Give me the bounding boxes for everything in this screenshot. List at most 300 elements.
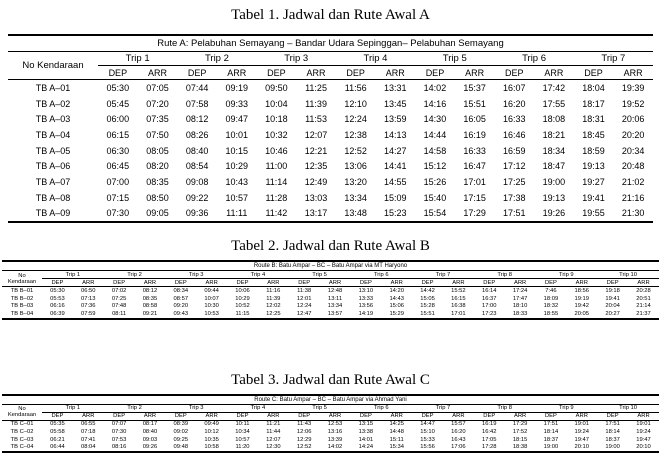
time-cell: 11:44 (266, 428, 281, 435)
time-cell: 05:30 (106, 82, 130, 93)
dep-header: DEP (177, 66, 217, 80)
table-row (8, 190, 653, 206)
dep-header: DEP (597, 412, 628, 420)
table-row (2, 302, 659, 310)
arr-header: ARR (320, 279, 351, 287)
time-cell: 15:51 (463, 98, 486, 109)
time-cell: 10:32 (265, 129, 288, 140)
time-cell: 14:44 (423, 129, 447, 140)
time-cell: 15:51 (420, 310, 435, 317)
time-cell: 18:34 (542, 145, 566, 156)
time-cell: 13:20 (344, 176, 367, 187)
time-cell: 18:17 (582, 98, 605, 109)
time-cell: 17:38 (502, 192, 526, 203)
dep-header: DEP (597, 279, 628, 287)
vehicle-cell: TB C–01 (10, 421, 34, 428)
trip-header: Trip 2 (177, 52, 256, 66)
time-cell: 11:43 (297, 421, 312, 428)
time-cell: 18:45 (582, 129, 605, 140)
time-cell: 19:24 (636, 428, 651, 435)
time-cell: 13:31 (384, 82, 407, 93)
table-row (8, 174, 653, 190)
dep-header: DEP (412, 279, 443, 287)
time-cell: 17:51 (605, 421, 620, 428)
time-cell: 19:01 (636, 421, 651, 428)
trip-header: Trip 8 (474, 404, 536, 412)
time-cell: 19:13 (582, 161, 605, 172)
time-cell: 11:11 (226, 208, 248, 219)
time-cell: 18:37 (543, 436, 559, 443)
time-cell: 14:01 (358, 436, 374, 443)
table1-title: Tabel 1. Jadwal dan Rute Awal A (231, 7, 430, 23)
time-cell: 12:30 (266, 444, 281, 451)
time-cell: 14:48 (389, 428, 404, 435)
time-cell: 19:00 (542, 176, 566, 187)
time-cell: 16:20 (502, 98, 526, 109)
time-cell: 18:10 (512, 303, 528, 310)
time-cell: 09:20 (173, 303, 189, 310)
time-cell: 15:05 (420, 295, 435, 302)
time-cell: 15:40 (423, 192, 447, 203)
vehicle-cell: TB B–03 (10, 303, 34, 310)
time-cell: 18:59 (582, 145, 605, 156)
arr-header: ARR (258, 412, 289, 420)
trip-header: Trip 1 (98, 52, 177, 66)
vehicle-cell: TB A–01 (35, 82, 71, 93)
time-cell: 10:29 (235, 295, 250, 302)
time-cell: 19:00 (543, 444, 559, 451)
time-cell: 10:43 (225, 176, 248, 187)
trip-header-row (8, 52, 653, 66)
time-cell: 17:23 (481, 310, 497, 317)
time-cell: 19:42 (574, 303, 590, 310)
time-cell: 16:07 (502, 82, 526, 93)
time-cell: 17:24 (512, 287, 528, 294)
arr-header: ARR (320, 412, 351, 420)
arr-header: ARR (443, 412, 474, 420)
arr-header: ARR (443, 279, 474, 287)
time-cell: 17:42 (542, 82, 566, 93)
time-cell: 18:14 (605, 428, 620, 435)
time-cell: 19:39 (621, 82, 645, 93)
time-cell: 21:30 (621, 208, 645, 219)
time-cell: 18:56 (574, 287, 590, 294)
time-cell: 18:08 (542, 114, 566, 125)
time-cell: 12:35 (304, 161, 328, 172)
time-cell: 15:37 (463, 82, 486, 93)
time-cell: 09:26 (142, 444, 158, 451)
time-cell: 17:29 (463, 208, 486, 219)
vehicle-column-header: No Kendaraan (2, 404, 42, 420)
trip-header: Trip 7 (412, 271, 474, 279)
time-cell: 05:58 (50, 428, 65, 435)
vehicle-column-header: No Kendaraan (8, 52, 98, 80)
dep-header: DEP (494, 66, 534, 80)
time-cell: 05:45 (106, 98, 130, 109)
time-cell: 21:16 (621, 192, 645, 203)
time-cell: 09:44 (204, 287, 219, 294)
time-cell: 13:06 (344, 161, 367, 172)
time-cell: 18:15 (512, 436, 528, 443)
time-cell: 16:38 (451, 303, 466, 310)
time-cell: 16:19 (463, 129, 486, 140)
arr-header: ARR (628, 412, 659, 420)
time-cell: 18:47 (542, 161, 566, 172)
time-cell: 17:01 (463, 176, 486, 187)
time-cell: 12:07 (304, 129, 328, 140)
vehicle-cell: TB A–06 (35, 161, 71, 172)
time-cell: 16:19 (481, 421, 497, 428)
arr-header: ARR (135, 412, 166, 420)
dep-header: DEP (227, 279, 258, 287)
time-cell: 11:20 (235, 444, 250, 451)
time-cell: 15:57 (451, 421, 466, 428)
time-cell: 20:34 (621, 145, 645, 156)
dep-header: DEP (415, 66, 455, 80)
table1-schedule-route-a (8, 34, 653, 223)
time-cell: 18:37 (605, 436, 620, 443)
table-row (2, 310, 659, 319)
time-cell: 14:42 (420, 287, 435, 294)
dep-header: DEP (98, 66, 138, 80)
time-cell: 11:21 (266, 421, 281, 428)
time-cell: 19:41 (605, 295, 620, 302)
time-cell: 07:30 (111, 428, 127, 435)
time-cell: 11:00 (265, 161, 288, 172)
time-cell: 19:18 (605, 287, 620, 294)
time-cell: 12:48 (327, 287, 343, 294)
time-cell: 14:55 (384, 176, 407, 187)
time-cell: 19:52 (621, 98, 645, 109)
time-cell: 05:53 (50, 295, 65, 302)
time-cell: 09:03 (142, 436, 158, 443)
time-cell: 19:27 (582, 176, 605, 187)
time-cell: 12:10 (344, 98, 367, 109)
time-cell: 10:53 (204, 310, 219, 317)
time-cell: 12:21 (304, 145, 328, 156)
time-cell: 19:13 (542, 192, 566, 203)
time-cell: 17:06 (451, 444, 466, 451)
time-cell: 07:20 (146, 98, 169, 109)
trip-header: Trip 4 (227, 404, 289, 412)
time-cell: 08:12 (185, 114, 209, 125)
time-cell: 14:27 (384, 145, 407, 156)
time-cell: 14:47 (420, 421, 435, 428)
trip-header: Trip 4 (336, 52, 415, 66)
vehicle-cell: TB C–02 (10, 428, 34, 435)
time-cell: 13:17 (304, 208, 328, 219)
time-cell: 20:10 (636, 444, 651, 451)
time-cell: 18:09 (543, 295, 559, 302)
time-cell: 13:45 (384, 98, 407, 109)
time-cell: 16:37 (481, 295, 497, 302)
time-cell: 20:10 (574, 444, 590, 451)
time-cell: 10:46 (265, 145, 288, 156)
time-cell: 09:02 (173, 428, 189, 435)
vehicle-cell: TB C–04 (10, 444, 34, 451)
time-cell: 10:35 (204, 436, 219, 443)
time-cell: 16:20 (451, 428, 466, 435)
time-cell: 19:26 (542, 208, 566, 219)
time-cell: 17:25 (502, 176, 526, 187)
dep-header: DEP (104, 279, 135, 287)
arr-header: ARR (258, 279, 289, 287)
time-cell: 05:30 (50, 287, 65, 294)
arr-header: ARR (381, 412, 412, 420)
table-row (2, 420, 659, 428)
vehicle-cell: TB A–02 (35, 98, 71, 109)
time-cell: 15:29 (389, 310, 404, 317)
trip-header-row (2, 271, 659, 279)
dep-arr-header-row (2, 279, 659, 287)
time-cell: 10:58 (204, 444, 219, 451)
time-cell: 15:09 (384, 192, 407, 203)
time-cell: 14:24 (358, 444, 374, 451)
time-cell: 12:52 (344, 145, 367, 156)
time-cell: 19:41 (582, 192, 605, 203)
dep-header: DEP (42, 279, 73, 287)
time-cell: 20:04 (605, 303, 620, 310)
vehicle-cell: TB C–03 (10, 436, 34, 443)
table-row (8, 143, 653, 159)
time-cell: 08:35 (142, 295, 158, 302)
arr-header: ARR (566, 412, 597, 420)
time-cell: 09:22 (185, 192, 209, 203)
time-cell: 12:01 (296, 295, 312, 302)
time-cell: 14:16 (423, 98, 447, 109)
time-cell: 10:18 (265, 114, 288, 125)
time-cell: 07:05 (146, 82, 169, 93)
time-cell: 10:29 (225, 161, 248, 172)
time-cell: 19:19 (574, 295, 590, 302)
vehicle-cell: TB B–04 (10, 310, 34, 317)
trip-header: Trip 7 (412, 404, 474, 412)
time-cell: 10:52 (235, 303, 250, 310)
time-cell: 08:40 (185, 145, 209, 156)
time-cell: 19:47 (636, 436, 651, 443)
time-cell: 15:10 (420, 428, 435, 435)
time-cell: 09:25 (173, 436, 189, 443)
time-cell: 09:48 (173, 444, 189, 451)
time-cell: 14:20 (389, 287, 404, 294)
time-cell: 08:40 (142, 428, 158, 435)
trip-header: Trip 8 (474, 271, 536, 279)
trip-header: Trip 5 (415, 52, 494, 66)
time-cell: 09:49 (204, 421, 219, 428)
time-cell: 21:37 (636, 310, 651, 317)
time-cell: 17:51 (502, 208, 526, 219)
time-cell: 20:05 (574, 310, 590, 317)
time-cell: 18:33 (512, 310, 528, 317)
time-cell: 08:54 (185, 161, 209, 172)
time-cell: 08:12 (142, 287, 158, 294)
dep-header: DEP (350, 279, 381, 287)
time-cell: 16:43 (451, 436, 466, 443)
time-cell: 08:35 (146, 176, 169, 187)
time-cell: 10:30 (204, 303, 219, 310)
time-cell: 10:12 (204, 428, 219, 435)
table-row (2, 428, 659, 436)
trip-header: Trip 4 (227, 271, 289, 279)
time-cell: 15:06 (389, 303, 404, 310)
time-cell: 10:34 (235, 428, 250, 435)
arr-header: ARR (196, 279, 227, 287)
arr-header: ARR (505, 279, 536, 287)
table-row (2, 287, 659, 295)
time-cell: 18:32 (543, 303, 559, 310)
arr-header: ARR (73, 412, 104, 420)
time-cell: 17:47 (512, 295, 528, 302)
time-cell: 08:05 (146, 145, 169, 156)
arr-header: ARR (613, 66, 653, 80)
trip-header: Trip 5 (289, 404, 351, 412)
time-cell: 09:36 (185, 208, 209, 219)
time-cell: 07:53 (111, 436, 127, 443)
time-cell: 16:47 (463, 161, 486, 172)
time-cell: 14:19 (358, 310, 374, 317)
time-cell: 21:02 (621, 176, 645, 187)
time-cell: 13:38 (358, 428, 374, 435)
time-cell: 09:47 (225, 114, 248, 125)
time-cell: 17:00 (481, 303, 497, 310)
time-cell: 08:50 (146, 192, 169, 203)
time-cell: 12:38 (344, 129, 367, 140)
route-header: Rute A: Pelabuhan Semayang – Bandar Udara Sepinggan– Pelabuhan Semayang (8, 35, 653, 52)
time-cell: 15:11 (389, 436, 404, 443)
trip-header: Trip 2 (104, 271, 166, 279)
time-cell: 17:05 (481, 436, 497, 443)
time-cell: 06:15 (106, 129, 130, 140)
time-cell: 12:29 (296, 436, 312, 443)
table-row (8, 158, 653, 174)
trip-header: Trip 6 (350, 404, 412, 412)
time-cell: 18:38 (512, 444, 528, 451)
time-cell: 06:55 (81, 421, 96, 428)
arr-header: ARR (296, 66, 336, 80)
time-cell: 15:56 (420, 444, 435, 451)
time-cell: 11:39 (305, 98, 327, 109)
time-cell: 20:20 (621, 129, 645, 140)
dep-header: DEP (289, 279, 320, 287)
time-cell: 08:39 (173, 421, 189, 428)
time-cell: 06:45 (106, 161, 130, 172)
time-cell: 13:56 (358, 303, 374, 310)
time-cell: 13:48 (344, 208, 367, 219)
time-cell: 09:50 (265, 82, 288, 93)
time-cell: 13:34 (344, 192, 367, 203)
time-cell: 07:36 (81, 303, 96, 310)
trip-header: Trip 6 (350, 271, 412, 279)
dep-header: DEP (257, 66, 297, 80)
time-cell: 16:59 (502, 145, 526, 156)
route-header-row (8, 35, 653, 52)
time-cell: 07:44 (185, 82, 209, 93)
table-row (2, 443, 659, 452)
dep-arr-header-row (8, 66, 653, 80)
time-cell: 19:01 (574, 421, 590, 428)
time-cell: 16:05 (463, 114, 486, 125)
dep-header: DEP (474, 412, 505, 420)
time-cell: 19:47 (574, 436, 590, 443)
time-cell: 20:51 (636, 295, 651, 302)
time-cell: 10:57 (235, 436, 250, 443)
table2-schedule-route-b (2, 260, 659, 319)
time-cell: 16:46 (502, 129, 526, 140)
time-cell: 11:15 (235, 310, 250, 317)
time-cell: 07:48 (111, 303, 127, 310)
time-cell: 19:55 (582, 208, 605, 219)
time-cell: 07:58 (185, 98, 209, 109)
time-cell: 13:15 (358, 421, 374, 428)
dep-header: DEP (227, 412, 258, 420)
dep-header: DEP (104, 412, 135, 420)
dep-header: DEP (412, 412, 443, 420)
time-cell: 12:52 (296, 444, 312, 451)
dep-header: DEP (42, 412, 73, 420)
vehicle-cell: TB B–02 (10, 295, 34, 302)
table-row (8, 206, 653, 223)
time-cell: 14:02 (327, 444, 343, 451)
time-cell: 11:14 (265, 176, 288, 187)
time-cell: 12:07 (266, 436, 281, 443)
time-cell: 19:24 (574, 428, 590, 435)
time-cell: 09:21 (142, 310, 158, 317)
time-cell: 06:16 (50, 303, 65, 310)
time-cell: 13:11 (327, 295, 343, 302)
time-cell: 09:19 (225, 82, 248, 93)
time-cell: 17:12 (502, 161, 526, 172)
time-cell: 18:55 (543, 310, 559, 317)
time-cell: 07:30 (106, 208, 130, 219)
time-cell: 17:52 (512, 428, 528, 435)
time-cell: 16:33 (463, 145, 486, 156)
time-cell: 15:52 (451, 287, 466, 294)
dep-header: DEP (289, 412, 320, 420)
vehicle-cell: TB A–07 (35, 176, 71, 187)
time-cell: 18:21 (542, 129, 566, 140)
time-cell: 06:50 (81, 287, 96, 294)
time-cell: 13:59 (384, 114, 407, 125)
arr-header: ARR (455, 66, 495, 80)
time-cell: 12:24 (296, 303, 312, 310)
arr-header: ARR (628, 279, 659, 287)
time-cell: 08:58 (142, 303, 158, 310)
time-cell: 08:11 (112, 310, 127, 317)
time-cell: 16:42 (481, 428, 497, 435)
dep-header: DEP (574, 66, 614, 80)
dep-header: DEP (536, 279, 567, 287)
trip-header: Trip 1 (42, 271, 104, 279)
time-cell: 15:23 (384, 208, 407, 219)
time-cell: 12:06 (296, 428, 312, 435)
time-cell: 15:34 (389, 444, 404, 451)
dep-arr-header-row (2, 412, 659, 420)
trip-header: Trip 9 (536, 404, 598, 412)
time-cell: 17:51 (543, 421, 559, 428)
time-cell: 06:44 (50, 444, 65, 451)
table-row (2, 436, 659, 444)
time-cell: 18:04 (582, 82, 605, 93)
time-cell: 08:26 (185, 129, 209, 140)
time-cell: 16:33 (502, 114, 526, 125)
dep-header: DEP (165, 412, 196, 420)
time-cell: 14:02 (423, 82, 447, 93)
time-cell: 06:00 (106, 114, 130, 125)
time-cell: 17:55 (542, 98, 566, 109)
time-cell: 09:05 (146, 208, 169, 219)
time-cell: 09:08 (185, 176, 209, 187)
arr-header: ARR (196, 412, 227, 420)
